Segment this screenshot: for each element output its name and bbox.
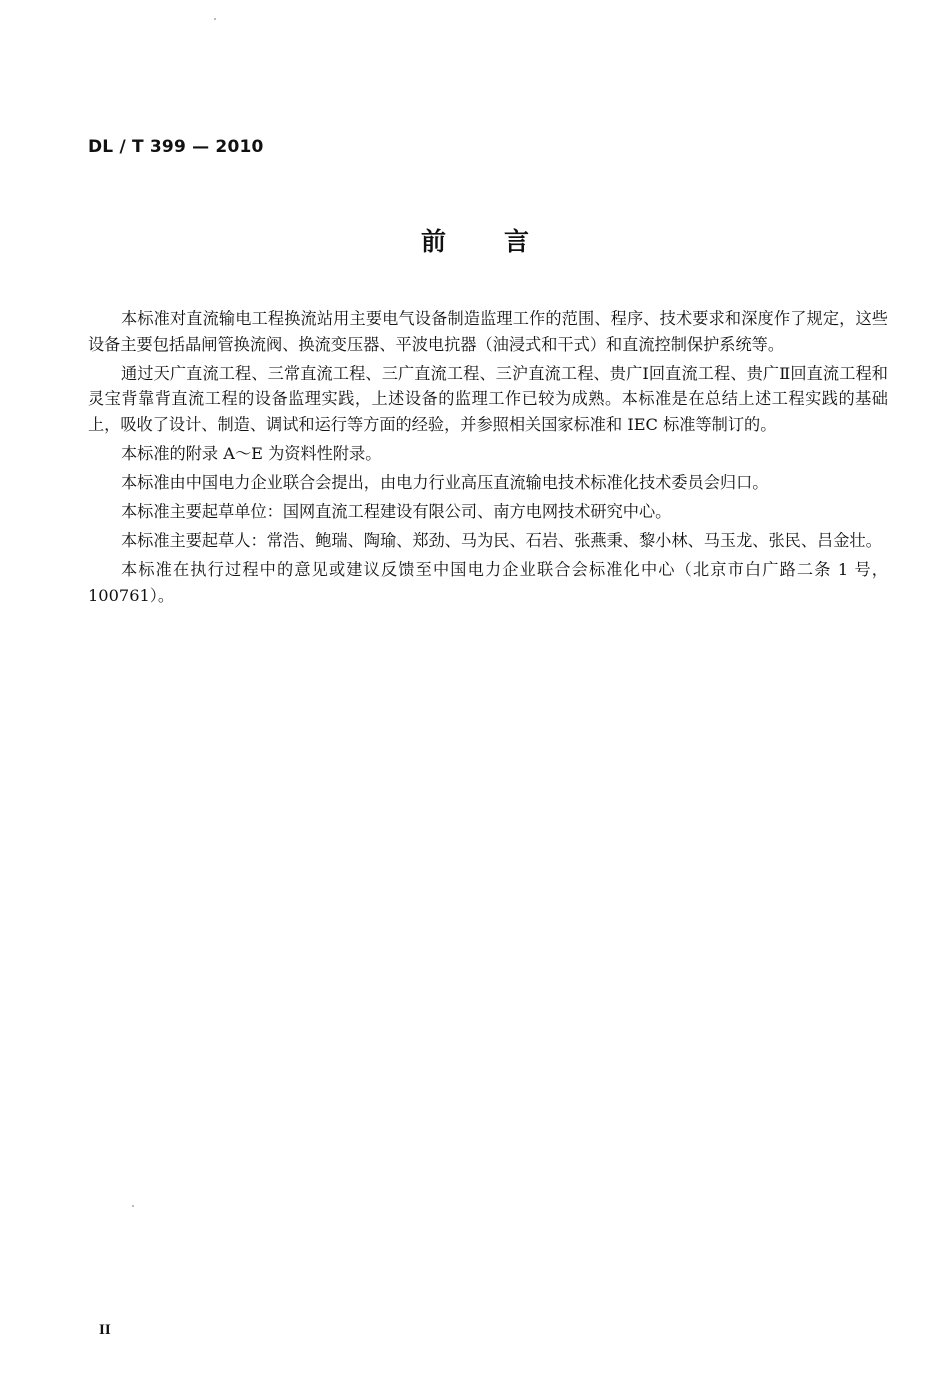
paragraph-feedback: 本标准在执行过程中的意见或建议反馈至中国电力企业联合会标准化中心（北京市白广路二条 1 号，100761）。 [88,560,888,605]
paragraph-proposer: 本标准由中国电力企业联合会提出，由电力行业高压直流输电技术标准化技术委员会归口。 [121,473,769,493]
scan-speck [214,18,216,20]
page-title: 前言 [420,227,587,256]
paragraph-drafters: 本标准主要起草人：常浩、鲍瑞、陶瑜、郑劲、马为民、石岩、张燕秉、黎小林、马玉龙、张民、吕金壮。 [121,531,882,551]
paragraph-appendix: 本标准的附录 A～E 为资料性附录。 [121,443,382,463]
foreword-body [88,306,888,612]
scan-speck [132,1205,134,1207]
paragraph-background: 通过天广直流工程、三常直流工程、三广直流工程、三沪直流工程、贵广Ⅰ回直流工程、贵广Ⅱ回直流工程和灵宝背靠背直流工程的设备监理实践，上述设备的监理工作已较为成熟。本标准是在总结上述工程实践的基础上，吸收了设计、制造、调试和运行等方面的经验，并参照相关国家标准和 IEC 标准等制订的。 [88,363,888,434]
page-number: II [99,1322,111,1338]
paragraph-scope: 本标准对直流输电工程换流站用主要电气设备制造监理工作的范围、程序、技术要求和深度作了规定，这些设备主要包括晶闸管换流阀、换流变压器、平波电抗器（油浸式和干式）和直流控制保护系统等。 [88,309,888,354]
paragraph-drafting-units: 本标准主要起草单位：国网直流工程建设有限公司、南方电网技术研究中心。 [121,502,672,522]
document-code: DL / T 399 — 2010 [88,137,264,157]
